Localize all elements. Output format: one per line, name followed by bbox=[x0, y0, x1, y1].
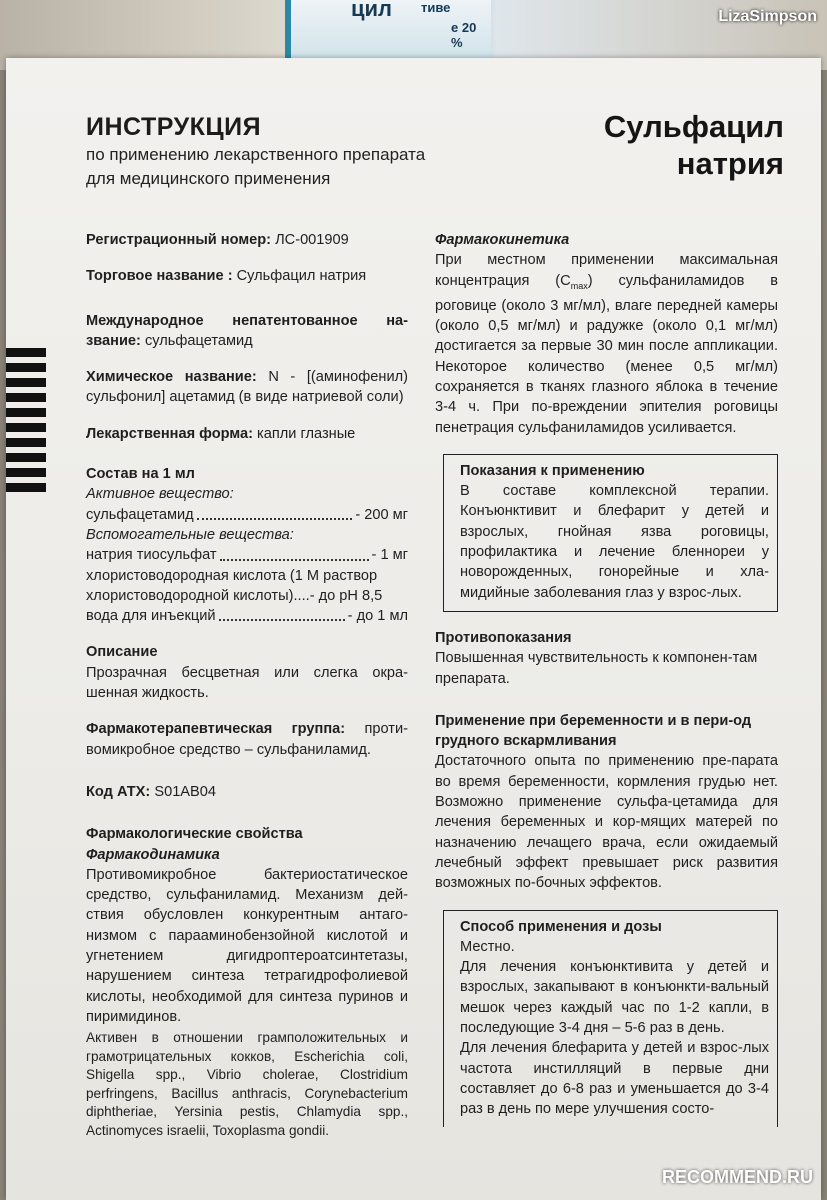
watermark-site: RECOMMEND.RU bbox=[662, 1167, 813, 1187]
ingredient-row bbox=[86, 545, 408, 565]
drug-name-line: натрия bbox=[676, 146, 784, 181]
subscript: max bbox=[570, 280, 588, 291]
left-column bbox=[86, 230, 408, 1156]
registration-number bbox=[86, 230, 408, 250]
ingredient-row bbox=[86, 606, 408, 626]
subsection-title: Активное вещество: bbox=[86, 486, 234, 503]
box-fragment: цил bbox=[351, 0, 393, 21]
section-text: Достаточного опыта по применению пре-парата во время беременности, кормления грудью нет. Возможно применение сульфа-цетамида для лечения беременных и кор-мящих матерей по назначению лечащего врача, если ожидаемый лечебный эффект превышает риск развития возможных по-бочных эффектов. bbox=[435, 753, 778, 892]
section-text: Для лечения конъюнктивита у детей и взрослых, закапывают в конъюнкти-вальный мешок через каждый час по 1-2 капли, в последующие 3-4 дня – 5-6 раз в день. bbox=[460, 959, 769, 1036]
dosage-form bbox=[86, 424, 408, 444]
section-title: Противопоказания bbox=[435, 629, 572, 646]
text-part: При местном применении максимальная концентрация (C bbox=[435, 252, 778, 289]
document-title: ИНСТРУКЦИЯ bbox=[86, 113, 262, 141]
document-header bbox=[86, 113, 546, 190]
section-title: Способ применения и дозы bbox=[460, 918, 662, 935]
box-fragment: е 20 % bbox=[451, 20, 477, 50]
value: сульфацетамид bbox=[144, 332, 253, 349]
section-title: Применение при беременности и в пери-од грудного вскармливания bbox=[435, 712, 752, 750]
section-text: Для лечения блефарита у детей и взрос-лых частота инстилляций в первые дни составляет до 6-8 раз и уменьшается до 3-4 раз в день по мере улучшения состо- bbox=[460, 1040, 769, 1118]
ingredient-name: вода для инъекций bbox=[86, 608, 216, 625]
medicine-box bbox=[285, 0, 491, 64]
value: капли глазные bbox=[257, 425, 356, 442]
composition bbox=[86, 464, 408, 626]
indications-box bbox=[443, 454, 778, 612]
ingredient-amount: - 1 мг bbox=[371, 547, 408, 564]
section-title: Показания к применению bbox=[460, 462, 645, 479]
label: Лекарственная форма: bbox=[86, 425, 253, 442]
watermark-username: LizaSimpson bbox=[718, 8, 817, 25]
instruction-leaflet bbox=[6, 58, 821, 1200]
subsection-title: Вспомогательные вещества: bbox=[86, 526, 294, 543]
atc-code bbox=[86, 782, 408, 802]
ingredient-amount: - до 1 мл bbox=[347, 608, 408, 625]
section-text: Противомикробное бактериостатическое средство, сульфаниламид. Механизм дей-ствия обусловлен конкурентным антаго-низмом с парааминобензойной кислотой и угнетением дигидроптероатсинтетазы, нарушением синтеза тетрагидрофолиевой кислоты, необходимой для синтеза пуринов и пиримидинов. bbox=[86, 866, 408, 1025]
text-part: ) сульфаниламидов в роговице (около 3 мг/мл), влаге передней камеры (около 0,5 мг/мл) и радужке (около 0,1 мг/мл) достигается за первые 30 мин после аппликации. Некоторое количество (менее 0,5 мг/мл) сохраняется в тканях глазного яблока в течение 3-4 ч. При по-вреждении эпителия роговицы пенетрация сульфаниламидов усиливается. bbox=[435, 272, 778, 436]
drug-name bbox=[584, 108, 784, 182]
value: N - [(аминофенил) сульфонил] ацетамид (в виде натриевой соли) bbox=[86, 369, 408, 406]
chemical-name bbox=[86, 367, 408, 408]
pharmacotherapeutic-group bbox=[86, 719, 408, 760]
ingredient-amount: - до рН 8,5 bbox=[309, 587, 383, 604]
section-text: Активен в отношении грамположительных и грамотрицательных кокков, Escherichia coli, Shigella spp., Vibrio cholerae, Clostridium perfringens, Bacillus anthracis, Corynebacterium diphtheriae, Yersinia pestis, Chlamydia spp., Actinomyces israelii, Toxoplasma gondii. bbox=[86, 1030, 408, 1138]
section-text: Местно. bbox=[460, 938, 515, 955]
pharmacokinetics bbox=[435, 230, 778, 438]
section-title: Описание bbox=[86, 644, 158, 661]
document-subtitle: по применению лекарственного препарата bbox=[86, 145, 426, 164]
contraindications bbox=[435, 628, 778, 689]
value: ЛС-001909 bbox=[275, 232, 349, 248]
section-text: Прозрачная бесцветная или слегка окра-шенная жидкость. bbox=[86, 664, 408, 702]
value: проти-вомикробное средство – сульфаниламид. bbox=[86, 721, 408, 758]
pharmacology bbox=[86, 824, 408, 1140]
subsection-title: Фармакодинамика bbox=[86, 846, 220, 863]
section-text: В составе комплексной терапии. Конъюнктивит и блефарит у детей и взрослых, гнойная язва роговицы, профилактика и лечение бленнореи у новорожденных, гонорейные и хла-мидийные заболевания глаз у взрос-лых. bbox=[460, 483, 769, 601]
trade-name bbox=[86, 266, 408, 286]
value: S01AB04 bbox=[154, 783, 217, 800]
barcode-marks bbox=[6, 348, 46, 498]
dosage-box bbox=[443, 910, 778, 1128]
value: Сульфацил натрия bbox=[236, 268, 367, 285]
description bbox=[86, 642, 408, 703]
drug-name-line: Сульфацил bbox=[603, 109, 784, 144]
section-title: Состав на 1 мл bbox=[86, 466, 195, 483]
ingredient-row: хлористоводородная кислота (1 М раствор хлористоводородной кислоты)....- до рН 8,5 bbox=[86, 567, 383, 604]
pregnancy bbox=[435, 711, 778, 894]
section-text bbox=[435, 250, 778, 438]
ingredient-name: сульфацетамид bbox=[86, 506, 194, 523]
label: Торговое название : bbox=[86, 268, 233, 285]
section-title: Фармакологические свойства bbox=[86, 826, 303, 843]
ingredient-name: натрия тиосульфат bbox=[86, 547, 217, 564]
right-column bbox=[435, 230, 778, 1127]
subsection-title: Фармакокинетика bbox=[435, 232, 570, 248]
document-subtitle: для медицинского применения bbox=[86, 169, 331, 188]
label: Химическое название: bbox=[86, 369, 257, 386]
box-fragment: тиве bbox=[421, 0, 451, 15]
ingredient-row bbox=[86, 505, 408, 525]
inn-name bbox=[86, 311, 408, 352]
ingredient-name: хлористоводородная кислота (1 М раствор хлористоводородной кислоты) bbox=[86, 567, 378, 604]
label: Регистрационный номер: bbox=[86, 232, 272, 248]
label: Фармакотерапевтическая группа: bbox=[86, 721, 346, 738]
label: Код АТХ: bbox=[86, 783, 151, 800]
label: Международное непатентованное на-звание: bbox=[86, 312, 408, 349]
section-text: Повышенная чувствительность к компонен-там препарата. bbox=[435, 650, 758, 687]
ingredient-amount: - 200 мг bbox=[355, 506, 408, 523]
